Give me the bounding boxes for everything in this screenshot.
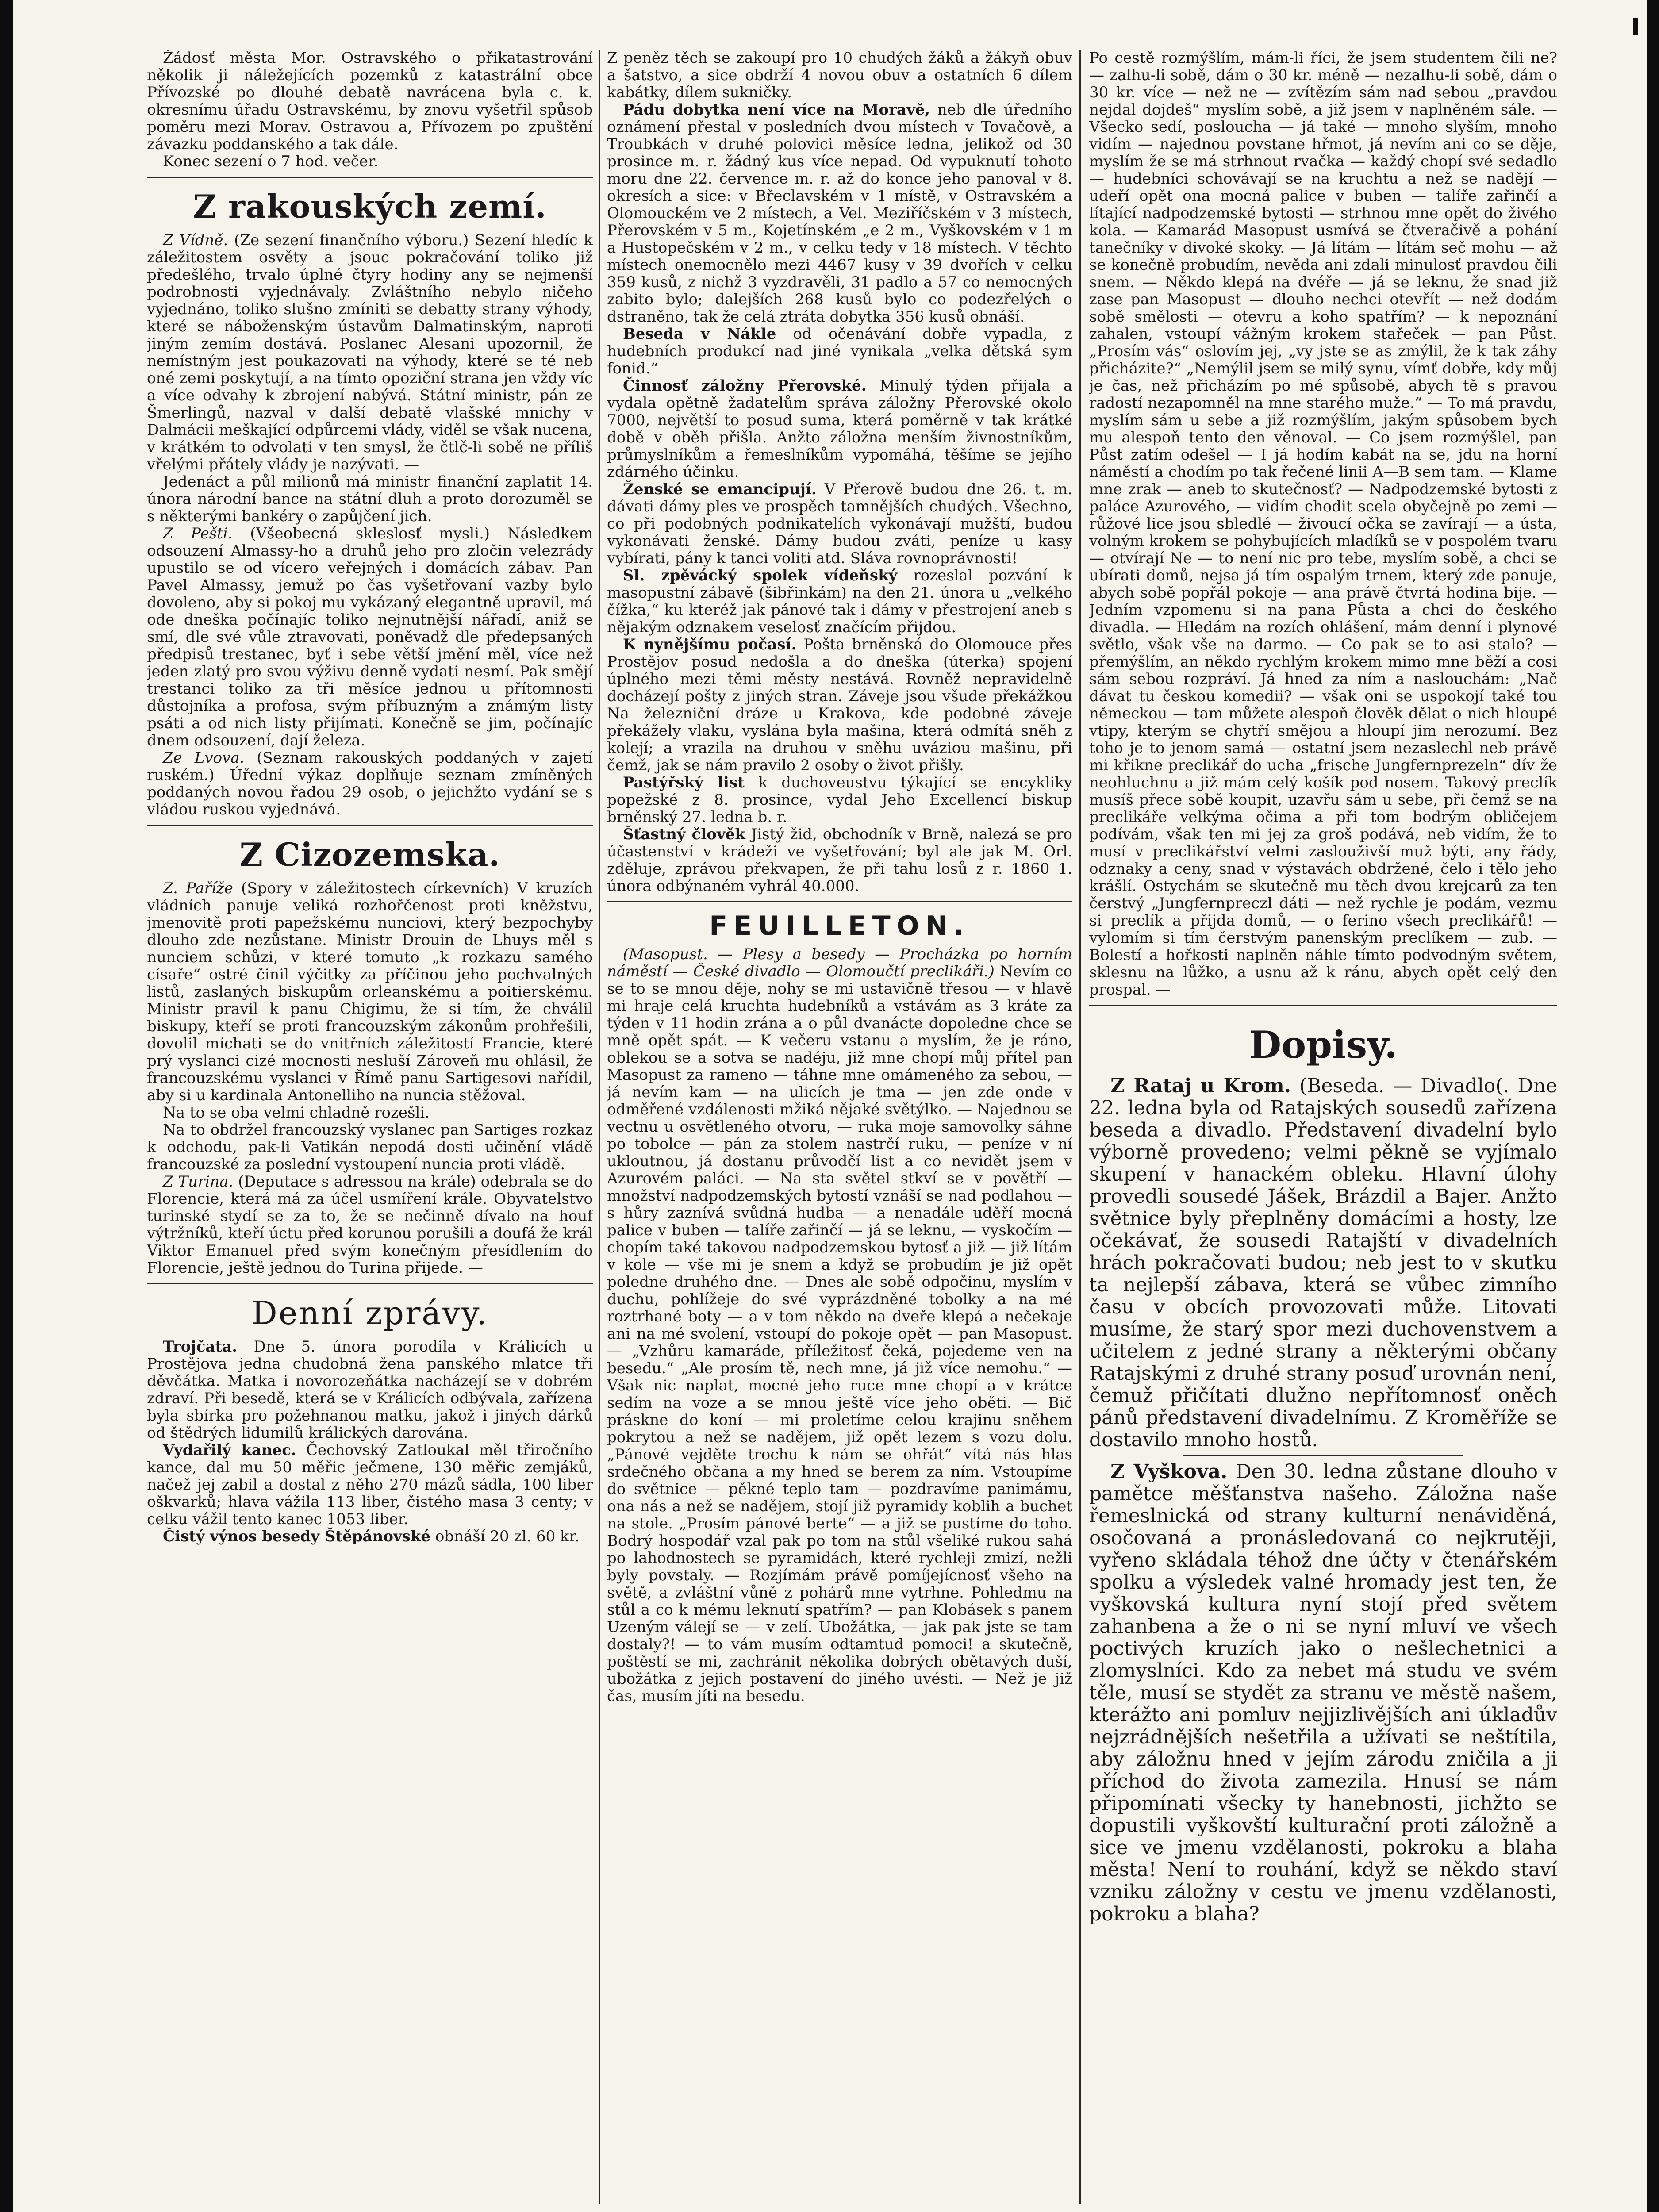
article-vienna: (Ze sezení finančního výboru.) Sezení hledíc k záležitostem osvěty a jsouc pokračování toliko již předešlého, trvalo úplné čtyry hodiny any se nejmenší podrobnosti vyjednávaly. Zvláštního nebylo ničeho vyjednáno, toliko slušno zmíniti se debatty strany výhody, které se náboženským ústavům Dalmatinským, naproti jiným zemím dostává. Poslanec Alesani upozornil, že nemístným jest poukazovati na výhody, které se té neb oné zemi poskytují, a na tímto opoziční strana jen vždy víc a více odvahy k zbrojení nabývá. Státní ministr, pán ze Šmerlingů, nazval v další debatě vlašské mnichy v Dalmácii meškající odpůrcemi vlády, viděl se však nucena, v krátkém to odvolati v ten smysl, že čtlč-li sobě ne příliš vřelými přátely vlády je nazývati. — bbox=[147, 231, 593, 473]
letter-divider bbox=[1183, 1455, 1464, 1456]
article-pocasi: Pošta brněnská do Olomouce přes Prostějov posud nedošla a do dneška (úterka) spojení úplného mezi těmi městy nestává. Rovněž nepravidelně docházejí pošty z jiných stran. Záveje jsou všude překážkou Na železniční dráze u Krakova, kde podobné záveje překážely vlaku, vyslána byla mašina, která odmítá sněh z kolejí; a vrazila na druhou v sněhu uváziou mašinu, při čemž, jak se nám pravilo 2 osoby o život přišly. bbox=[607, 636, 1072, 774]
article-pest: (Všeobecná skleslosť mysli.) Následkem odsouzení Almassy-ho a druhů jeho pro zločin velezrády upustilo se od vícero veřejných i domácích zábav. Pan Pavel Almassy, jemuž po čas vyšetřovaní vazby bylo dovoleno, aby si pokoj mu vykázaný elegantně upravil, má ode dneška počínajíc toliko nejnutnější nářadí, aniž se smí, dle své vůle ztravovati, poněvadž dle předepsaných předpisů trestanec, byť i sebe větší jmění měl, více než jeden zlatý pro svou výživu denně vydati nesmí. Pak smějí trestanci toliko za tři měsíce jednou u přítomnosti důstojníka a profosa, svým příbuzným a známým listy psáti a od nich listy přijímati. Konečně se jim, počínajíc dnem odsouzení, dají železa. bbox=[147, 525, 593, 749]
headline-stastny: Šťastný člověk bbox=[623, 826, 745, 843]
feuilleton-subhead: (Masopust. — Plesy a besedy — Procházka po horním náměstí — České divadlo — Olomoučtí preclikáři.) bbox=[607, 945, 1072, 980]
dateline-vienna: Z Vídně. bbox=[163, 231, 228, 249]
article-lvov: (Seznam rakouských poddaných v zajetí ruském.) Úřední výkaz doplňuje seznam zmíněných poddaných novou řadou 29 osob, o jejichžto vydání se s vládou ruskou vyjednává. bbox=[147, 749, 593, 818]
section-divider bbox=[147, 177, 593, 178]
headline-kanec: Vydařilý kanec. bbox=[163, 1441, 296, 1459]
section-divider bbox=[1089, 1005, 1557, 1006]
headline-zenske: Ženské se emancipují. bbox=[623, 480, 817, 498]
article-turin: (Deputace s adressou na krále) odebrala se do Florencie, která má za účel usmíření krále. Obyvatelstvo turinské stydí se za to, že se nečinně dívalo na houf výtržníků, kteří úctu před korunou porušili a doufá že král Viktor Emanuel před svým konečným přesídlením do Florencie, ještě jednou do Turina přijede. — bbox=[147, 1173, 593, 1277]
headline-dobytek: Pádu dobytka není více na Moravě, bbox=[623, 101, 930, 119]
article-beseda-nakle: od očenávání dobře vypadla, z hudebních produkcí nad jiné vynikala „velka dětská sym fonid.“ bbox=[607, 325, 1072, 377]
section-divider bbox=[147, 1283, 593, 1284]
dateline-turin: Z Turina. bbox=[163, 1173, 234, 1190]
dateline-paris: Z. Paříže bbox=[163, 879, 233, 897]
dateline-vyskov: Z Vyškova. bbox=[1110, 1460, 1228, 1483]
headline-pocasi: K nynějšímu počasí. bbox=[623, 636, 797, 653]
article-donation: Z peněz těch se zakoupí pro 10 chudých žáků a žákyň obuv a šatstvo, a sice obdrží 4 novou obuv a ostatních 6 dílem kabátky, dílem sukničky. bbox=[607, 50, 1072, 101]
column-3 bbox=[1089, 50, 1557, 2208]
article-trojcata: Dne 5. února porodila v Králicích u Prostějova jedna chudobná žena panského mlatce tři děvčátka. Matka i novorozeňátka nacházejí se v dobrém zdraví. Při besedě, která se v Králicích odbývala, zařízena byla sbírka pro požehnanou matku, jakož i jiných dárků od štědrých lidumilů králických darována. bbox=[147, 1338, 593, 1442]
letter-rataje: (Beseda. — Divadlo(. Dne 22. ledna byla od Ratajských sousedů zařízena beseda a divadlo. Představení divadelní bylo výborně provedeno; velmi pěkně se vyjímalo skupení v hanackém obleku. Hlavní úlohy provedli sousedé Jášek, Brázdil a Bajer. Anžto světnice byly přeplněny domácími a hosty, lze očekávať, že sousedi Ratajští v divadelních hrách pokračovati budou; neb jest to v skutku ta nejlepší zábava, která se vůbec zimního času v obcích provozovati může. Litovati musíme, že starý spor mezi duchovenstvem a učitelem z jedné strany a některými občany Ratajskými z druhé strany posuď urovnán není, čemuž přičítati dlužno nepřítomnosť oněch pánů představení divadelnímu. Z Kroměříže se dostavilo mnoho hostů. bbox=[1089, 1075, 1557, 1451]
dateline-pest: Z Pešti. bbox=[163, 525, 233, 542]
scan-margin-mark bbox=[1633, 18, 1638, 35]
article-zalozna: Minulý týden přijala a vydala opětně žadatelům správa záložny Přerovské okolo 7000, největší to posud suma, která poměrně v tak krátké době v oběh přišla. Anžto záložna menším živnostníkům, průmyslníkům a řemeslníkům vypomáhá, těšíme se jejího zdárného účinku. bbox=[607, 377, 1072, 481]
article-vynos: obnáší 20 zl. 60 kr. bbox=[430, 1528, 580, 1545]
article-ostrava: Žádosť města Mor. Ostravského o přikatastrování několik ji náležejících pozemků z katastrální obce Přívozské po dlouhé debatě navrácena byla c. k. okresnímu úřadu Ostravskému, by znovu vyšetřil spůsob poměru mezi Morav. Ostravou a, Přívozem po zpuštění závazku poddanského a tak dále. bbox=[147, 50, 593, 153]
headline-pastyrsky: Pastýřský list bbox=[623, 774, 745, 791]
column-1 bbox=[147, 50, 593, 2208]
heading-dopisy: Dopisy. bbox=[1249, 1023, 1398, 1067]
article-paris-2: Na to se oba velmi chladně rozešli. bbox=[163, 1104, 430, 1121]
article-pastyrsky: k duchoveustvu týkající se encykliky popežské z 8. prosince, vydal Jeho Excellencí biskup brněnský 27. ledna b. r. bbox=[607, 774, 1072, 826]
scan-right-edge bbox=[1647, 0, 1659, 2212]
column-2 bbox=[607, 50, 1072, 2208]
heading-denni: Denní zprávy. bbox=[251, 1294, 488, 1332]
heading-rakouske: Z rakouských zemí. bbox=[193, 188, 547, 225]
rakouske-section bbox=[147, 232, 593, 818]
section-divider bbox=[607, 901, 1072, 902]
dateline-rataje: Z Rataj u Krom. bbox=[1110, 1075, 1291, 1097]
dateline-lvov: Ze Lvova. bbox=[163, 749, 245, 767]
article-zenske: V Přerově budou dne 26. t. m. dávati dámy ples ve prospěch tamnějších chudých. Všechno, co při podobných podnikatelích vykonávají mužští, budou vykonávati ženské. Dámy budou zváti, peníze u kasy vybírati, pány k tanci voliti atd. Sláva rovnoprávnosti! bbox=[607, 480, 1072, 567]
article-paris: (Spory v záležitostech církevních) V kruzích vládních panuje veliká rozhořčenost proti kněžstvu, jmenovitě proti papežskému nunciovi, který bezpochyby dlouho zde nezůstane. Ministr Drouin de Lhuys měl s nunciem schůzi, v které tomuto „k rozkazu samého císaře“ ostré činil výčitky za příčinou jeho pochvalných listů, zaslaných biskupům orleanskému a poitierskému. Ministr pravil k panu Chigimu, že si tím, že chválil biskupy, kteří se proti francouzským zákonům prohřešili, dovolil míchati se do vnitřních záležitostí Francie, které prý vyslanci cizé mocnosti nesluší Zároveň mu ohlásil, že francouzskému vyslanci v Římě panu Sartigesovi nařídil, aby si u kardinala Antonelliho na nuncia stěžoval. bbox=[147, 879, 593, 1104]
heading-feuilleton: FEUILLETON. bbox=[709, 910, 970, 941]
article-kanec: Čechovský Zatloukal měl třiročního kance, dal mu 50 měřic ječmene, 130 měřic zemjáků, načež jej zabil a dostal z něho 270 mázů sádla, 100 liber oškvarků; hlava vážila 113 liber, čistého masa 3 centy; v celku vážil tento kanec 1053 liber. bbox=[147, 1441, 593, 1528]
session-end-note: Konec sezení o 7 hod. večer. bbox=[163, 153, 379, 170]
headline-beseda-nakle: Beseda v Nákle bbox=[623, 325, 776, 343]
headline-zalozna: Činnosť záložny Přerovské. bbox=[623, 377, 867, 395]
column-rule-1 bbox=[599, 50, 600, 2204]
feuilleton-continued: Po cestě rozmýšlím, mám-li říci, že jsem studentem čili ne? — zalhu-li sobě, dám o 30 kr. méně — nezalhu-li sobě, dám o 30 kr. více — než ne — zvítězím sám nad sebou „pravdou nejdal dojdeš“ myslím sobě, a již jsem v naplněném sále. — Všecko sedí, posloucha — já také — mnoho slyším, mnoho vidím — najednou povstane hřmot, já nevím ani co se děje, myslím že se má strhnout rvačka — každý chopí své sedadlo — hudebníci schovávají se na kruchtu a než se nadějí — udeří opět ona mocná palice v buben — talíře zařinčí a lítající nadpodzemské bytosti — strhnou mne opět do živého kola. — Kamarád Masopust usmívá se čtveračivě a pohání tanečníky v divoké skoky. — Já lítám — lítám seč mohu — až se konečně probudím, nevěda ani zdali minulosť pravdou čili snem. — Někdo klepá na dvéře — já se leknu, že snad již zase pan Masopust — dlouho nechci otevřít — než dodám sobě smělosti — otevru a koho spatřím? — k nepoznání zahalen, vstoupí vážným krokem stařeček — pan Půst. „Prosím vás“ oslovím jej, „vy jste se as zmýlil, že k tak záhy přicházite?“ „Nemýlil jsem se milý synu, vímť dobře, kdy můj je čas, než přicházím po mé spůsobě, abych tě s pravou radostí nezapomněl na mne starého muže.“ — To má pravdu, myslím sám u sebe a již rozmýšlím, jakým spůsobem bych mu alespoň tento den věnoval. — Co jsem rozmýšlel, pan Půst zatím odešel — I já hodím kabát na se, jdu na horní náměstí a chodím po tak řečené linii A—B sem tam. — Klame mne zrak — aneb to skutečnosť? — Nadpodzemské bytosti z paláce Azurového, — vidím chodit scela obyčejně po zemi — růžové lice jsou sbledlé — živoucí očka se zavírají — a ústa, volným krokem se pohybujících mladíků se v pospolém tvaru — otvírají Ne — to není nic pro tebe, myslím sobě, a chci se ubírati domů, nejsa já tím ospalým trnem, který zde panuje, abych sobě popřál pokoje — ana právě čtvrtá hodina bije. — Jedním vzpomenu si na pana Půsta a chci do českého divadla. — Hledám na rozích ohlášení, mám denní i plynové světlo, však vše na darmo. — Co pak se to asi stalo? — přemýšlím, an někdo rychlým krokem mimo mne běží a cosi sám sebou rozpráví. Já hned za ním a naslouchám: „Nač dávat tu českou komedii? — však oni se uspokojí také tou německou — tam můžete alespoň člověk dělat o nich hloupé vtipy, kterým se chytří smějou a hloupí jim nerozumí. Bez toho je to jenom samá — ostatní jsem nezaslechl neb právě mi křikne preclikář do ucha „frische Jungfernprezeln“ dív že neohluchnu a již mám celý košík pod nosem. Takový preclík musíš přece sobě koupit, uzavřu sám u sebe, při čemž se na preclikáře velkýma očima a při tom bodrým obličejem podívám, však ten mi jej za groš podává, neb vidím, že to musí v preclikářství velmi zaslouživší muž býti, any řády, odznaky a ceny, snad v výstavách obdržené, čelo i tělo jeho krášlí. Ostychám se skutečně mu těch dvou krejcarů za ten čerstvý „Jungfernpreczl dáti — než rychle je podám, vezmu si preclík a přijda domů, — o ferino všech preclikářů! — vylomím si tím čerstvým panenským preclíkem — zub. — Bolestí a hořkosti naplněn náhle tímto podvodným světem, sklesnu na lůžko, a usnu až k ránu, abych opět celý den prospal. — bbox=[1089, 50, 1557, 998]
scan-left-edge bbox=[0, 0, 13, 2212]
headline-trojcata: Trojčata. bbox=[163, 1338, 238, 1356]
article-stastny: Jistý žid, obchodník v Brně, nalezá se pro účastenství v krádeži ve vyšetřování; byl ale jak M. Orl. zděluje, zprávou překvapen, že při tahu losů z r. 1860 1. února odbýnaném vyhrál 40.000. bbox=[607, 826, 1072, 895]
article-finance: Jedenáct a půl milionů má ministr finanční zaplatit 14. února národní bance na státní dluh a proto dorozuměl se s některými bankéry o zapůjčení jich. bbox=[147, 473, 593, 525]
column-rule-2 bbox=[1079, 50, 1081, 2204]
feuilleton-text: Nevím co se to se mnou děje, nohy se mi ustavičně třesou — v hlavě mi hraje celá kruchta hudebníků a vstávám as 3 kráte za týden v 11 hodin zrána a o půl dvanácte dopoledne chce se mně opět spát. — K večeru vstanu a myslím, že je ráno, oblekou se a sotva se nadéju, již mne chopí můj přítel pan Masopust za rameno — táhne mne omámeného za sebou, — já nevím kam — na ulicích je tma — jen zde onde v odměřené vzdálenosti mžiká nějaké světýlko. — Najednou se vectnu u osvětleného otvoru, — ruka moje samovolky sáhne po tobolce — pán za stolem nastrčí ruku, — peníze v ní ukloutnou, já dostanu průvodčí list a co nevidět jsem v Azurovém paláci. — Na sta světel stkví se v povětří — množství nadpodzemských bytostí vznáší se nad podlahou — s hůry zaznívá svůdná hudba — a nenadále uděří mocná palice v buben — talíře zařinčí — já se leknu, — vyskočím — chopím také takovou nadpodzemskou bytosť a již — již lítám v kole — vše mi je snem a když se probudím je již opět poledne druhého dne. — Dnes ale sobě odpočinu, myslím v duchu, pohlížeje do své vyprázdněné tobolky a na mé roztrhané boty — a v tom někdo na dveře klepá a nečekaje ani na mé svolení, vstoupí do pokoje opět — pan Masopust. — „Vzhůru kamaráde, příležitosť čeká, pojedeme ven na besedu.“ „Ale prosím tě, nech mne, já již více nemohu.“ — Však nic naplat, mocné jeho ruce mne chopí a v krátce sedím na voze a se mnou ještě více jeho oběti. — Bič práskne do koní — mi proletíme celou krajinu sněhem pokrytou a než se nadějem, již opět lezem s vozu dolu. „Pánové vejděte trochu k nám se ohřát“ vítá nás hlas srdečného občana a my hned se berem za ním. Vstoupíme do světnice — pěkné teplo tam — pozdravíme panimámu, ona nás a než se nadějem, stojí již pyramidy koblih a buchet na stole. „Prosím pánové berte“ — a již se pustíme do toho. Bodrý hospodář vzal pak po tom na stůl všeliké rukou sahá po lahodnostech se pyramidách, které rychleji zmizí, nežli byly povstaly. — Rozjímám právě pomíjejícnosť všeho na světě, a zvláštní vůně z pohárů mne vytrhne. Pohledmu na stůl a co k mému leknutí spatřím? — pan Klobásek s panem Uzeným válejí se — v zelí. Ubožátka, — jak pak jste se tam dostaly?! — to vám musím odtamtud pomoci! a skutečně, poštěstí se mi, zachránit několika dobrých obětavých duší, ubožátka z jejich postavení do jiného uvésti. — Než je již čas, musím jíti na besedu. bbox=[607, 963, 1072, 1705]
denni-section bbox=[147, 1338, 593, 1545]
article-paris-3: Na to obdržel francouzský vyslanec pan Sartiges rozkaz k odchodu, pak-li Vatikán nepodá dosti učinění vládě francouzské za poslední vystoupení nuncia proti vládě. bbox=[147, 1121, 593, 1173]
heading-cizozemska: Z Cizozemska. bbox=[239, 836, 500, 873]
letter-vyskov: Den 30. ledna zůstane dlouho v pamětce měšťanstva našeho. Záložna naše řemeslnická od strany kulturní nenáviděná, osočovaná a pronásledovaná co nejkrutěji, vyřeno skládala téhož dne účty v čtenářském spolku a výsledek valné hromady jest ten, že vyškovská kultura nyní stojí před světem zahanbena a že o ni se nyní mluví ve všech poctivých kruzích jako o nešlechetnici a zlomyslníci. Kdo za nebet má studu ve svém těle, musí se stydět za stranu ve městě našem, kterážto ani pomluv nejjizlivějších ani úkladův nejzrádnějších nešetřila a užívati se neštítila, aby záložnu hned v jejím zárodu zničila a ji příchod do života zamezila. Hnusí se nám připomínati všecky ty hanebnosti, jichžto se dopustili vyškovští kulturační proti záložně a sice ve jmenu vzdělanosti, pokroku a blaha města! Není to rouhání, když se někdo staví vzniku záložny v cestu ve jmenu vzdělanosti, pokroku a blaha? bbox=[1089, 1460, 1557, 1925]
section-divider bbox=[147, 825, 593, 826]
headline-vynos: Čistý výnos besedy Štěpánovské bbox=[163, 1528, 431, 1545]
article-dobytek: neb dle úředního oznámení přestal v posledních dvou místech v Tovačově, a Troubkách v druhé polovici měsíce ledna, jelikož od 30 prosince m. r. žádný kus více nepad. Od vypuknutí tohoto moru dne 22. července m. r. až do konce jeho panoval v 8. okresích a sice: v Břeclavském v 1 místě, v Ostravském a Olomouckém ve 2 místech, a Vel. Meziříčském v 3 místech, Přerovském v 5 m., Kojetínském „e 2 m., Vyškovském v 1 m a Hustopečském v 2 m., v celku tedy v 18 místech. V těchto místech onemocnělo mezi 4467 kusy v 39 dvořích v celku 359 kusů, z nichž 3 vyzdravěli, 31 padlo a 57 co nemocných zabito bylo; dalejších 268 kusů bylo co podezřelých o dstraněno, tak že celá ztráta dobytka 356 kusů obnáší. bbox=[607, 101, 1072, 326]
article-spolek: rozeslal pozvání k masopustní zábavě (šibřinkám) na den 21. února u „velkého čížka,“ ku kteréž jak pánové tak i dámy v přestrojení aneb s nějakým odznakem veselosť značícím přijdou. bbox=[607, 567, 1072, 636]
cizozemska-section bbox=[147, 880, 593, 1277]
headline-spolek: Sl. zpěvácký spolek vídeňský bbox=[623, 567, 898, 584]
